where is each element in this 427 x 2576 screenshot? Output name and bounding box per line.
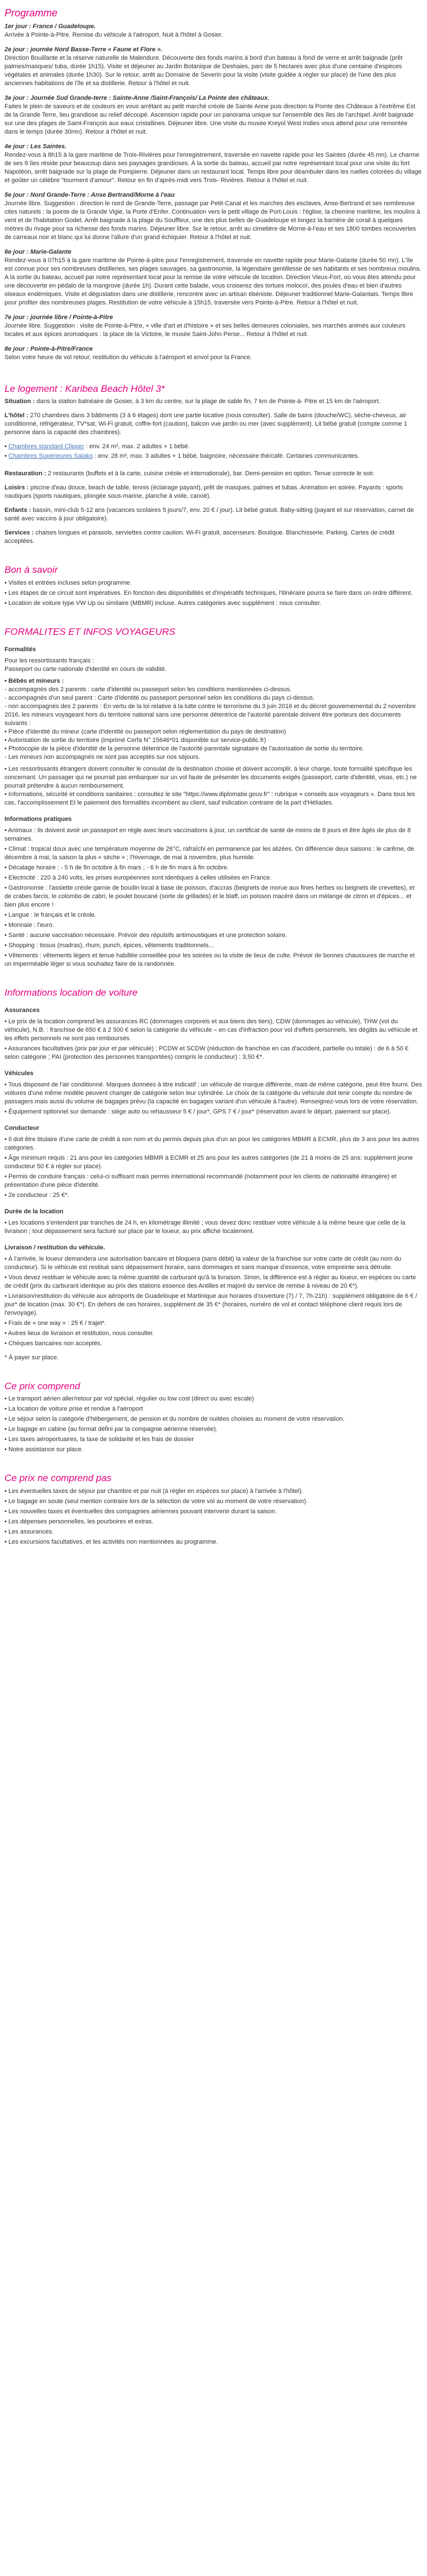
hotel-paragraph — [5, 506, 422, 523]
room-type-text: : env. 28 m², max. 3 adultes + 1 bébé, baignoire, nécessaire thé/café. Certaines communicantes. — [92, 453, 360, 460]
day-item — [5, 313, 422, 339]
list-item: • Santé : aucune vaccination nécessaire. Prévoir des répulsifs antimoustiques et une protection solaire. — [5, 931, 287, 939]
list-item: • Langue : le français et le créole. — [5, 911, 96, 918]
livraison-list — [5, 1255, 422, 1348]
list-item: • Le séjour selon la catégorie d'hébergement, de pension et du nombre de nuitées choisies au moment de votre réservation. — [5, 1416, 345, 1423]
paragraph-text: chaises longues et parasols, serviettes contre caution. Wi-Fi gratuit, ascenseurs. Boutique. Blanchisserie. Parking. Cartes de crédit acceptées. — [5, 529, 395, 545]
minors-block — [5, 677, 422, 762]
foreign-line: • Informations, sécurité et conditions sanitaires : consultez le site "https://www.diplomatie.gouv.fr" : rubrique « conseils aux voyageurs ». Dans tous les cas, l'accomplissement Et le paiement des formalités incombent au client, sauf indication contraire de la part d'Héliades. — [5, 790, 415, 806]
assurances-subheading: Assurances — [5, 1006, 40, 1014]
list-item: • Vous devez restituer le véhicule avec la même quantité de carburant qu'à la livraison. Sinon, la différence est à régler au loueur, en espèces ou carte de crédit (prix du carburant identique au prix des stations essence des Antilles et majoré du service de remise à niveau de 20 €*). — [5, 1274, 416, 1289]
foreign-line: • Les ressortissants étrangers doivent consulter le consulat de la destination choisie et doivent accomplir, à leur charge, toute formalité spécifique les concernant. Un passager qui ne pourrait pas embarquer sur un vol faute de présenter les documents exigés (passeport, carte d'identité, visas, etc.) ne pourrait prétendre à aucun remboursement. — [5, 765, 417, 789]
bullet: • — [5, 453, 8, 460]
list-item: • Les éventuelles taxes de séjour par chambre et par nuit (à régler en espèces sur place) à l'arrivée à l'hôtel). — [5, 1487, 304, 1495]
list-item: • Frais de « one way » : 25 € / trajet*. — [5, 1319, 106, 1327]
hotel-paragraph — [5, 529, 422, 546]
day-item — [5, 191, 422, 242]
list-item: • Shopping : tissus (madras), rhum, punch, épices, vêtements traditionnels... — [5, 942, 214, 949]
programme-title: Programme — [5, 7, 58, 19]
formalites-section — [5, 627, 422, 969]
day-title: 5e jour : Nord Grande-Terre : Anse Bertrand/Morne à l'eau — [5, 191, 175, 198]
paragraph-label: Loisirs : — [5, 484, 29, 492]
list-item: • Les étapes de ce circuit sont impératives. En fonction des disponibilités et d'impératifs techniques, l'itinéraire pourra se faire dans un ordre différent. — [5, 590, 413, 597]
hotel-paragraph — [5, 397, 422, 406]
paragraph-text: bassin, mini-club 5-12 ans (vacances scolaires 5 jours/7, env. 20 € / jour). Lit bébé gratuit. Baby-sitting (payant et sur réservation, carnet de santé avec vaccins à jour obligatoire). — [5, 507, 414, 523]
day-item — [5, 23, 422, 39]
day-text: Journée libre. Suggestion : direction le nord de Grande-Terre, passage par Petit-Canal et les marches des esclaves, Anse-Bertrand et ses nombreuse cites naturels : la pointe de la Grande Vigie, la Porte d'Enfer. Continuation vers le petit village de Port-Louis : l'église, la chemine maritime, les moulins à vent et de l'habitation Godet. Arrêt baignade à la plage du Souffleur, une des plus belles de Guadeloupe et longez la barrière de corail à quelques mètres du rivage pour sa richesse des fonds marins. Déjeuner libre. Sur le retour, arrêt au cimetière de Morne-à-l'eau et ses 1800 tombes recouvertes de carreaux noir et blanc qui lui donne l'allure d'un grand échiquier. Retour à l'hôtel et nuit. — [5, 200, 420, 241]
room-type-item — [5, 452, 422, 461]
vehicules-subheading: Véhicules — [5, 1070, 34, 1077]
list-item: • Le prix de la location comprend les assurances RC (dommages corporels et aux biens des tiers), CDW (dommages au véhicule), THW (vol du véhicule), N.B. : franchise de 650 € à 2 500 € selon la catégorie du véhicule – en cas d'infraction pour vol d'effets personnels, les dégâts au véhicule et les effets personnels ne sont pas remboursés. — [5, 1018, 417, 1042]
day-title: 8e jour : Pointe-à-Pitre/France — [5, 345, 93, 352]
list-item: • Les assurances. — [5, 1528, 54, 1535]
day-item — [5, 143, 422, 185]
formalites-title: FORMALITES ET INFOS VOYAGEURS — [5, 626, 176, 638]
programme-section — [5, 8, 422, 362]
minors-line: • Pièce d'identité du mineur (carte d'identité ou passeport selon réglementation du pays de destination) — [5, 728, 286, 735]
list-item: • 2e conducteur : 25 €*. — [5, 1191, 69, 1199]
list-item: • Âge minimum requis : 21 ans pour les catégories MBMR à ECMR et 25 ans pour les autres catégories (de 21 à moins de 25 ans: supplément jeune conducteur 50 € à régler sur place). — [5, 1154, 413, 1170]
list-item: • Monnaie : l'euro. — [5, 921, 54, 929]
prix-ne-comprend-section — [5, 1473, 422, 1547]
location-section — [5, 988, 422, 1362]
day-text: Arrivée à Pointe-à-Pitre. Remise du véhicule à l'aéroport. Nuit à l'hôtel à Gosier. — [5, 31, 223, 38]
day-text: Selon votre heure de vol retour, restitution du véhicule à l'aéroport et envol pour la France. — [5, 354, 252, 361]
bon-a-savoir-section — [5, 565, 422, 608]
day-title: 7e jour : journée libre / Pointe-à-Pitre — [5, 313, 113, 321]
minors-line: - accompagnés des 2 parents : carte d'identité ou passeport selon les conditions mentionnées ci-dessus. — [5, 686, 292, 693]
list-item: • Permis de conduire français : celui-ci suffisant mais permis international recommandé (notamment pour les clients de nationalité étrangère) et présentation d'une pièce d'identité. — [5, 1173, 397, 1188]
hotel-paragraph — [5, 470, 422, 478]
list-item: • Le bagage en cabine (au format défini par la compagnie aérienne réservée). — [5, 1426, 218, 1433]
list-item: • Vêtements : vêtements légers et tenue habillée conseillée pour les soirées ou la visite de lieux de culte. Prévoir de bonnes chaussures de marche et un imperméable léger si vous souhaitez faire de la randonnée. — [5, 952, 415, 967]
list-item: • Les taxes aéroportuaires, la taxe de solidarité et les frais de dossier — [5, 1436, 194, 1443]
paragraph-label: Restauration : — [5, 470, 46, 478]
day-title: 2e jour : journée Nord Basse-Terre « Faune et Flore ». — [5, 46, 163, 53]
list-item: • Electricité : 220 à 240 volts, les prises européennes sont identiques à celles utilisées en France. — [5, 874, 272, 881]
day-item — [5, 345, 422, 362]
list-item: • La location de voiture prise et rendue à l'aéroport — [5, 1406, 143, 1413]
list-item: • Livraison/restitution du véhicule aux aéroports de Guadeloupe et Martinique aux horaires d'ouverture (7) / 7, 7h-21h) : supplément obligatoire de 6 € / jour* de location (max. 30 €*). En dehors de ces horaires, supplément de 35 €* (horaires, numéro de vol et contact téléphone client requis lors de l'envoyage). — [5, 1292, 417, 1316]
pratique-list — [5, 827, 422, 969]
bon-a-savoir-list — [5, 579, 422, 608]
intro-line: Passeport ou carte nationale d'identité en cours de validité. — [5, 665, 167, 673]
paragraph-text: 270 chambres dans 3 bâtiments (3 à 6 étages) dont une partie locative (nous consulter). Salle de bains (douche/WC), sèche-cheveux, air conditionné, réfrigérateur, TV*sat, Wi-Fi gratuit, coffre-fort (caution), balcon vue jardin ou mer (avec supplément). Lit bébé gratuit (compte comme 1 personne dans la capacité des chambres). — [5, 412, 407, 436]
list-item: • Climat : tropical doux avec une température moyenne de 26°C, rafraîchi en permanence par les alizées. On différencie deux saisons : le carême, de décembre à mai, la saison la plus « sèche » ; l'hivernage, de mai à novembre, plus humide. — [5, 845, 415, 861]
list-item: • Les locations s'entendent par tranches de 24 h, en kilométrage illimité ; vous devez donc restituer votre véhicule à la même heure que celle de la livraison ; tout dépassement sera facturé sur place par le loueur, au prix affiché localement. — [5, 1219, 406, 1235]
paragraph-text: piscine d'eau douce, beach de table, tennis (éclairage payant), prêt de masques, palmes et tubas. Animation en soirée. Payants : sports nautiques (sports nautiques, plongée sous-marine, planche à voile, canoë). — [5, 484, 403, 500]
prix-ne-comprend-title: Ce prix ne comprend pas — [5, 1473, 112, 1484]
list-item: • Les nouvelles taxes et éventuelles des compagnies aériennes pouvant intervenir durant la saison. — [5, 1508, 277, 1515]
assurances-list — [5, 1018, 422, 1062]
list-item: • Équipement optionnel sur demande : siège auto ou rehausseur 5 € / jour*, GPS 7 € / jour* (réservation avant le départ, paiement sur place). — [5, 1108, 392, 1115]
formalites-subheading: Formalités — [5, 646, 36, 653]
spacer — [5, 1368, 422, 1376]
duree-list — [5, 1219, 422, 1236]
room-type-text: : env. 24 m², max. 2 adultes + 1 bébé. — [84, 443, 190, 450]
minors-line: - Les mineurs non accompagnés ne sont pas acceptés sur nos séjours. — [5, 753, 201, 761]
hotel-title: Le logement : Karibea Beach Hôtel 3* — [5, 383, 165, 394]
room-type-link[interactable]: Chambres standard Clipper — [8, 443, 84, 450]
spacer — [5, 974, 422, 982]
day-item — [5, 46, 422, 88]
hotel-paragraph — [5, 484, 422, 501]
spacer — [5, 1460, 422, 1468]
day-title: 4e jour : Les Saintes. — [5, 143, 67, 150]
room-type-link[interactable]: Chambres Supérieures Salako — [8, 453, 93, 460]
spacer — [5, 551, 422, 559]
minors-line: - accompagnés d'un seul parent : Carte d'identité ou passeport personnel selon les conditions du pays ci-dessus. — [5, 694, 315, 701]
list-item: • Le bagage en soute (seul mention contraire lors de la sélection de votre vol au moment de votre réservation). — [5, 1497, 308, 1505]
hotel-section — [5, 384, 422, 546]
location-title: Informations location de voiture — [5, 987, 138, 998]
list-item: • Location de voiture type VW Up ou similaire (MBMR) incluse. Autres catégories avec supplément : nous consulter. — [5, 600, 322, 607]
foreign-block — [5, 765, 422, 807]
bon-a-savoir-title: Bon à savoir — [5, 564, 58, 576]
day-text: Direction Bouillante et la réserve naturelle de Malendure. Découverte des fonds marins à bord d'un bateau à fond de verre et arrêt baignade (prêt palmes/masques/ tuba, durée 1h15). Visite et déjeuner au Jardin Botanique de Deshaies, parc de 5 hectares avec plus d'une centaine d'espèces végétales et animales (durée 1h30). Sur le retour, arrêt au Domaine de Severin pour la visite (visite guidée à régler sur place) de l'une des plus anciennes habitations de l'île et sa distillerie. Retour à l'hôtel et nuit. — [5, 54, 403, 87]
list-item: • Gastronomie : l'assiette créole garnie de boudin local à base de poisson, d'accras (beignets de morue aux fines herbes ou beignets de crevettes), et de crabes farcis, le colombo de cabri, le poulet boucané (sorte de grillades) et le blaff, un poisson macéré dans un mélange de citron et d'épices... et bien plus encore ! — [5, 884, 415, 908]
intro-block — [5, 657, 422, 674]
list-item: • À l'arrivée, le loueur demandera une autorisation bancaire et bloquera (sans débit) la valeur de la franchise sur votre carte de crédit (au nom du conducteur). Si le véhicule est restitué sans dépassement horaire, sans dommages et sans manque d'essence, votre empreinte sera détruite. — [5, 1255, 402, 1271]
vehicules-list — [5, 1081, 422, 1116]
room-type-list — [5, 443, 422, 461]
room-type-item — [5, 443, 422, 451]
list-item: • Autres lieux de livraison et restitution, nous consulter. — [5, 1329, 154, 1337]
bullet: • — [5, 443, 8, 450]
list-item: • Assurances facultatives (prix par jour et par véhicule) : PCDW et SCDW (réduction de franchise en cas d'accident, partielle ou totale) : de 6 à 50 € selon catégorie ; PAI (protection des personnes transportées) compris le conducteur) : 3,50 €*. — [5, 1045, 409, 1061]
day-text: Faites le plein de saveurs et de couleurs en vous arrêtant au petit marché créole de Sainte Anne puis direction la Pointe des Châteaux à l'extrême Est de la Grande Terre, lieu grandiose au relief découpé. Ascension rapide pour un panorama unique sur l'ensemble des îles de l'archipel. Arrêt baignade sur une des plages de Saint-François aux eaux cristallines. Déjeuner libre. Une visite du musée Kreyol West Indies vous attend pour une remontée dans le temps (durée 30mn). Retour à l'hôtel et nuit. — [5, 103, 416, 135]
day-text: Rendez-vous à 8h15 à la gare maritime de Trois-Rivières pour l'enregistrement, traversée en navette rapide pour les Saintes (durée 45 mn). Le charme de ses 9 îles réside pour beaucoup dans ses paysages grandioses. À la sortie du bateau, accueil par notre représentant local pour une visite du fort Napoléon, arrêt baignade sur la plage de Pompierre. Déjeuner dans un restaurant local. Temps libre pour déambuler dans les ruelles colorées du village et goûter un célèbre "tourment d'amour". Retour en fin d'après-midi vers Trois- Rivières. Retour à l'hôtel et nuit. — [5, 151, 422, 184]
minors-line: - non accompagnés des 2 parents : En vertu de la loi relative à la lutte contre le terrorisme du 3 juin 2016 et du décret gouvernemental du 2 novembre 2016, les mineurs voyageant hors du territoire national sans une personne détentrice de l'autorité parentale doivent être porteurs des documents suivants : — [5, 702, 416, 727]
list-item: • Les dépenses personnelles, les pourboires et extras. — [5, 1518, 154, 1525]
list-item: • Tous disposent de l'air conditionné. Marques données à titre indicatif : un véhicule de marque différente, mais de même catégorie, peut être fourni. Des voitures d'une même modèle peuvent changer de catégorie selon leur cylindrée. Le choix de la catégorie du véhicule doit tenir compte du nombre de passagers mais aussi du volume de bagages prévu (la capacité en bagages variant d'un véhicule à l'autre). Renseignez-vous lors de votre réservation. — [5, 1081, 422, 1105]
list-item: • Décalage horaire : - 5 h de fin octobre à fin mars ; - 6 h de fin mars à fin octobre. — [5, 864, 229, 871]
list-item: • Les excursions facultatives, et les activités non mentionnées au programme. — [5, 1538, 218, 1545]
paragraph-label: Enfants : — [5, 507, 32, 514]
conducteur-subheading: Conducteur — [5, 1124, 39, 1132]
paragraph-label: Services : — [5, 529, 34, 537]
day-title: 6e jour : Marie-Galante — [5, 248, 72, 255]
minors-title: • Bébés et mineurs : — [5, 677, 64, 684]
minors-line: • Autorisation de sortie du territoire (imprimé Cerfa N° 15646*01 disponible sur service-public.fr) — [5, 736, 266, 744]
list-item: • Visites et entrées incluses selon programme. — [5, 580, 132, 587]
paragraph-label: L'hôtel : — [5, 412, 29, 419]
list-item: • Animaux : ils doivent avoir un passeport en règle avec leurs vaccinations à jour, un certificat de santé de moins de 8 jours et être âgés de plus de 8 semaines. — [5, 827, 411, 842]
spacer — [5, 464, 422, 470]
prix-comprend-title: Ce prix comprend — [5, 1380, 81, 1391]
prix-comprend-list — [5, 1395, 422, 1454]
pratique-subheading: Informations pratiques — [5, 815, 72, 823]
duree-subheading: Durée de la location — [5, 1208, 64, 1215]
livraison-subheading: Livraison / restitution du véhicule. — [5, 1244, 105, 1251]
footnote: * À payer sur place. — [5, 1354, 59, 1361]
hotel-paragraph — [5, 412, 422, 437]
day-title: 3e jour : Journée Sud Grande-terre : Sainte-Anne /Saint-François/ La Pointe des châteaux. — [5, 94, 270, 101]
day-text: Rendez-vous à 07h15 à la gare maritime de Pointe-à-pitre pour l'enregistrement, traversée en navette rapide pour Marie-Galante (durée 50 mn). L'île est connue pour ses nombreuses distilleries, ses plages sauvages, sa gastronomie, la légendaire gentillesse de ses habitants et ses nombreux moulins. A la sortie du bateau, accueil par notre représentant local pour la remise de votre véhicule de location. Direction Vieux-Fort, où vous êtes attendu pour une découverte en pédalo de la mangrove (durée 1h). Durant cette balade, vous croiserez des tortues molocoï, des poules d'eau et bien d'autres oiseaux endémiques. Visite et dégustation dans une distillerie, rencontre avec un artisan ébéniste. Déjeuner traditionnel Marie-Galantais. Temps libre pour profiter des nombreuses plages. Restitution de votre véhicule à 15h15, traversée vers Pointe-à-Pitre. Retour à l'hôtel et nuit. — [5, 257, 421, 306]
spacer — [5, 368, 422, 378]
day-text: Journée libre. Suggestion : visite de Pointe-à-Pitre, « ville d'art et d'histoire » et ses belles demeures coloniales, ses marchés animés aux couleurs locales et aux épices aromatiques : la place de la Victoire, le musée Saint-John Perse... Retour à l'hôtel et nuit. — [5, 322, 406, 338]
spacer — [5, 613, 422, 621]
list-item: • Le transport aérien aller/retour par vol spécial, régulier ou low cost (direct ou avec escale) — [5, 1395, 254, 1403]
prix-comprend-section — [5, 1381, 422, 1455]
list-item: • Il doit être titulaire d'une carte de crédit à son nom et du permis depuis plus d'un an pour les catégories MBMR à ECMR, plus de 3 ans pour les autres catégories. — [5, 1135, 420, 1151]
day-title: 1er jour : France / Guadeloupe. — [5, 23, 96, 30]
paragraph-text: dans la station balnéaire de Gosier, à 3 km du centre, sur la plage de sable fin, 7 km de Pointe-à- Pitre et 15 km de l'aéroport. — [34, 398, 381, 405]
day-item — [5, 94, 422, 136]
prix-ne-comprend-list — [5, 1487, 422, 1547]
list-item: • Notre assistance sur place. — [5, 1446, 83, 1453]
minors-line: • Photocopie de la pièce d'identité de la personne détentrice de l'autorité parentale signataire de l'autorisation de sortie du territoire. — [5, 745, 364, 752]
paragraph-label: Situation : — [5, 398, 35, 405]
list-item: • Chèques bancaires non acceptés. — [5, 1340, 103, 1347]
day-item — [5, 248, 422, 307]
conducteur-list — [5, 1135, 422, 1200]
intro-line: Pour les ressortissants français : — [5, 657, 94, 664]
paragraph-text: 2 restaurants (buffets et à la carte, cuisine créole et internationale), bar. Demi-pension en option. Tenue correcte le soir. — [46, 470, 375, 478]
